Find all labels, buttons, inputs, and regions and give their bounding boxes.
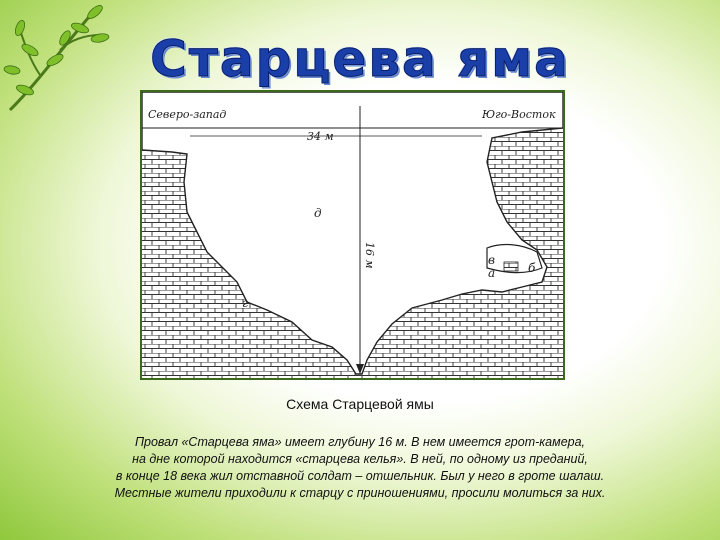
page-title: Старцева яма [150, 30, 570, 88]
cave-diagram-svg [142, 92, 563, 378]
label-g: г [242, 296, 249, 310]
label-a: а [488, 266, 496, 280]
shelter-icon [504, 262, 518, 271]
description-line: Провал «Старцева яма» имеет глубину 16 м. В нем имеется грот-камера, [134, 435, 586, 449]
label-b: б [528, 261, 536, 275]
description [60, 434, 660, 502]
description-line: в конце 18 века жил отставной солдат – отшельник. Был у него в гроте шалаш. [115, 469, 605, 483]
label-width: 34 м [307, 130, 334, 143]
label-d: д [314, 206, 322, 220]
description-line: на дне которой находится «старцева келья». В ней, по одному из преданий, [132, 452, 588, 466]
description-line: Местные жители приходили к старцу с приношениями, просили молиться за них. [114, 486, 606, 500]
label-depth: 16 м [363, 242, 376, 269]
label-v: в [488, 253, 495, 267]
label-southeast: Юго-Восток [482, 108, 556, 121]
label-northwest: Северо-запад [148, 108, 227, 121]
diagram-caption: Схема Старцевой ямы [286, 396, 434, 412]
cave-diagram [140, 90, 565, 380]
